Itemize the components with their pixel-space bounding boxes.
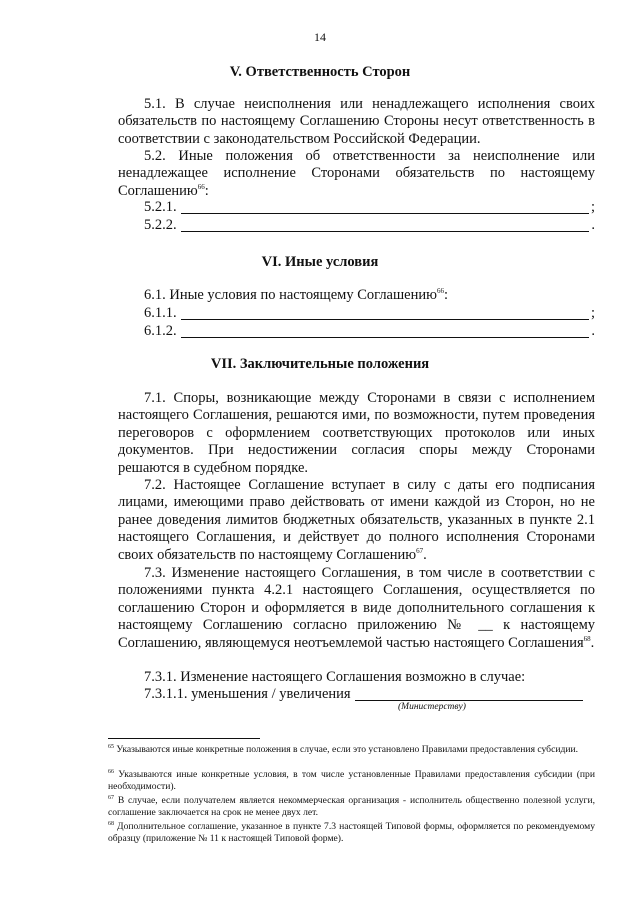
footnote-ref-66: 66 [197,182,205,191]
clause-7-1-text: 7.1. Споры, возникающие между Сторонами в связи с исполнением настоящего Соглашения, решаются ими, по возможности, путем проведения переговоров с оформлением соответствующих протоколов или иных документов. При недостижении согласия споры между Сторонами решаются в судебном порядке. [118,390,595,476]
clause-5-2 [118,148,595,200]
clause-6-1-2 [144,323,595,340]
page-number: 14 [314,30,326,44]
footnote-66 [108,769,595,792]
blank-line [181,323,590,338]
footnote-divider [108,738,260,739]
blank-line [181,217,590,232]
clause-6-1-1-label: 6.1.1. [144,305,177,321]
clause-6-1 [144,287,595,304]
blank-line [355,686,583,701]
clause-7-3-1 [144,669,595,686]
clause-7-3 [118,565,595,652]
footnote-number: 66 [108,768,114,775]
clause-6-1-2-label: 6.1.2. [144,323,177,339]
clause-6-1-text: 6.1. Иные условия по настоящему Соглашению [144,287,437,303]
clause-6-1-paragraph: 6.1. Иные условия по настоящему Соглашению$^{66}$: [144,287,448,303]
clause-end-mark: . [591,217,595,233]
footnote-ref-67: 67 [416,546,424,555]
clause-end-mark: . [591,323,595,339]
footnote-text: Указываются иные конкретные условия, в том числе установленные Правилами предоставления субсидии (при необходимости). [108,769,595,792]
blank-line [181,305,589,320]
clause-end-mark: ; [590,199,595,215]
clause-5-2-text: 5.2. Иные положения об ответственности за неисполнение или ненадлежащее исполнение Сторонами обязательств по настоящему Соглашению [118,148,595,199]
clause-7-3-1-1-label: 7.3.1.1. уменьшения / увеличения [144,686,351,702]
clause-5-2-1-label: 5.2.1. [144,199,177,215]
section-5-title: V. Ответственность Сторон [229,64,411,80]
clause-5-2-1 [144,199,595,216]
clause-5-2-2 [144,217,595,234]
footnote-text: Указываются иные конкретные положения в случае, если это установлено Правилами предоставления субсидии. [116,744,579,755]
blank-line [181,199,589,214]
clause-7-2 [118,477,595,564]
clause-5-2-2-label: 5.2.2. [144,217,177,233]
footnote-number: 65 [108,743,114,750]
footnote-67 [108,795,595,818]
clause-7-1 [118,390,595,477]
clause-7-3-1-text: 7.3.1. Изменение настоящего Соглашения возможно в случае: [144,669,526,685]
section-7-title: VII. Заключительные положения [210,356,430,372]
footnote-68 [108,821,595,844]
clause-5-1 [118,96,595,148]
section-6-title: VI. Иные условия [261,254,379,270]
footnote-65 [108,744,595,756]
clause-end-mark: ; [590,305,595,321]
clause-7-3-paragraph: 7.3. Изменение настоящего Соглашения, в том числе в соответствии с положениями пункта 4.2.1 настоящего Соглашения, осуществляется по соглашению Сторон и оформляется в виде дополнительного соглашения к настоящему Соглашению согласно приложению № __ к настоящему Соглашению, являющемуся неотъемлемой частью настоящего Соглашения$^{68}$. [118,565,595,651]
clause-7-3-text: 7.3. Изменение настоящего Соглашения, в том числе в соответствии с положениями пункта 4.2.1 настоящего Соглашения, осуществляется по соглашению Сторон и оформляется в виде дополнительного соглашения к настоящему Соглашению согласно приложению № __ к настоящему Соглашению, являющемуся неотъемлемой частью настоящего Соглашения [118,565,595,651]
clause-5-2-paragraph: 5.2. Иные положения об ответственности за неисполнение или ненадлежащее исполнение Сторонами обязательств по настоящему Соглашению$^{66}$: [118,148,595,199]
clause-7-2-text: 7.2. Настоящее Соглашение вступает в силу с даты его подписания лицами, имеющими право действовать от имени каждой из Сторон, но не ранее доведения лимитов бюджетных обязательств, указанных в пункте 2.1 настоящего Соглашения, и действует до полного исполнения Сторонами своих обязательств по настоящему Соглашению [118,477,595,563]
field-caption: (Министерству) [398,702,466,712]
footnote-number: 68 [108,820,114,827]
clause-7-3-1-1 [144,686,595,703]
footnote-text: Дополнительное соглашение, указанное в пункте 7.3 настоящей Типовой формы, оформляется по рекомендуемому образцу (приложение № 11 к настоящей Типовой форме). [108,821,595,844]
clause-6-1-1 [144,305,595,322]
footnote-ref-68: 68 [583,634,591,643]
footnote-number: 67 [108,794,114,801]
footnote-ref-66: 66 [436,287,444,296]
footnote-text: В случае, если получателем является некоммерческая организация - исполнитель общественно полезной услуги, соглашение заключается на срок не менее двух лет. [108,795,596,818]
clause-5-1-text: 5.1. В случае неисполнения или ненадлежащего исполнения своих обязательств по настоящему Соглашению Стороны несут ответственность в соответствии с законодательством Российской Федерации. [118,96,595,147]
clause-7-2-paragraph: 7.2. Настоящее Соглашение вступает в силу с даты его подписания лицами, имеющими право действовать от имени каждой из Сторон, но не ранее доведения лимитов бюджетных обязательств, указанных в пункте 2.1 настоящего Соглашения, и действует до полного исполнения Сторонами своих обязательств по настоящему Соглашению$^{67}$. [118,477,595,563]
